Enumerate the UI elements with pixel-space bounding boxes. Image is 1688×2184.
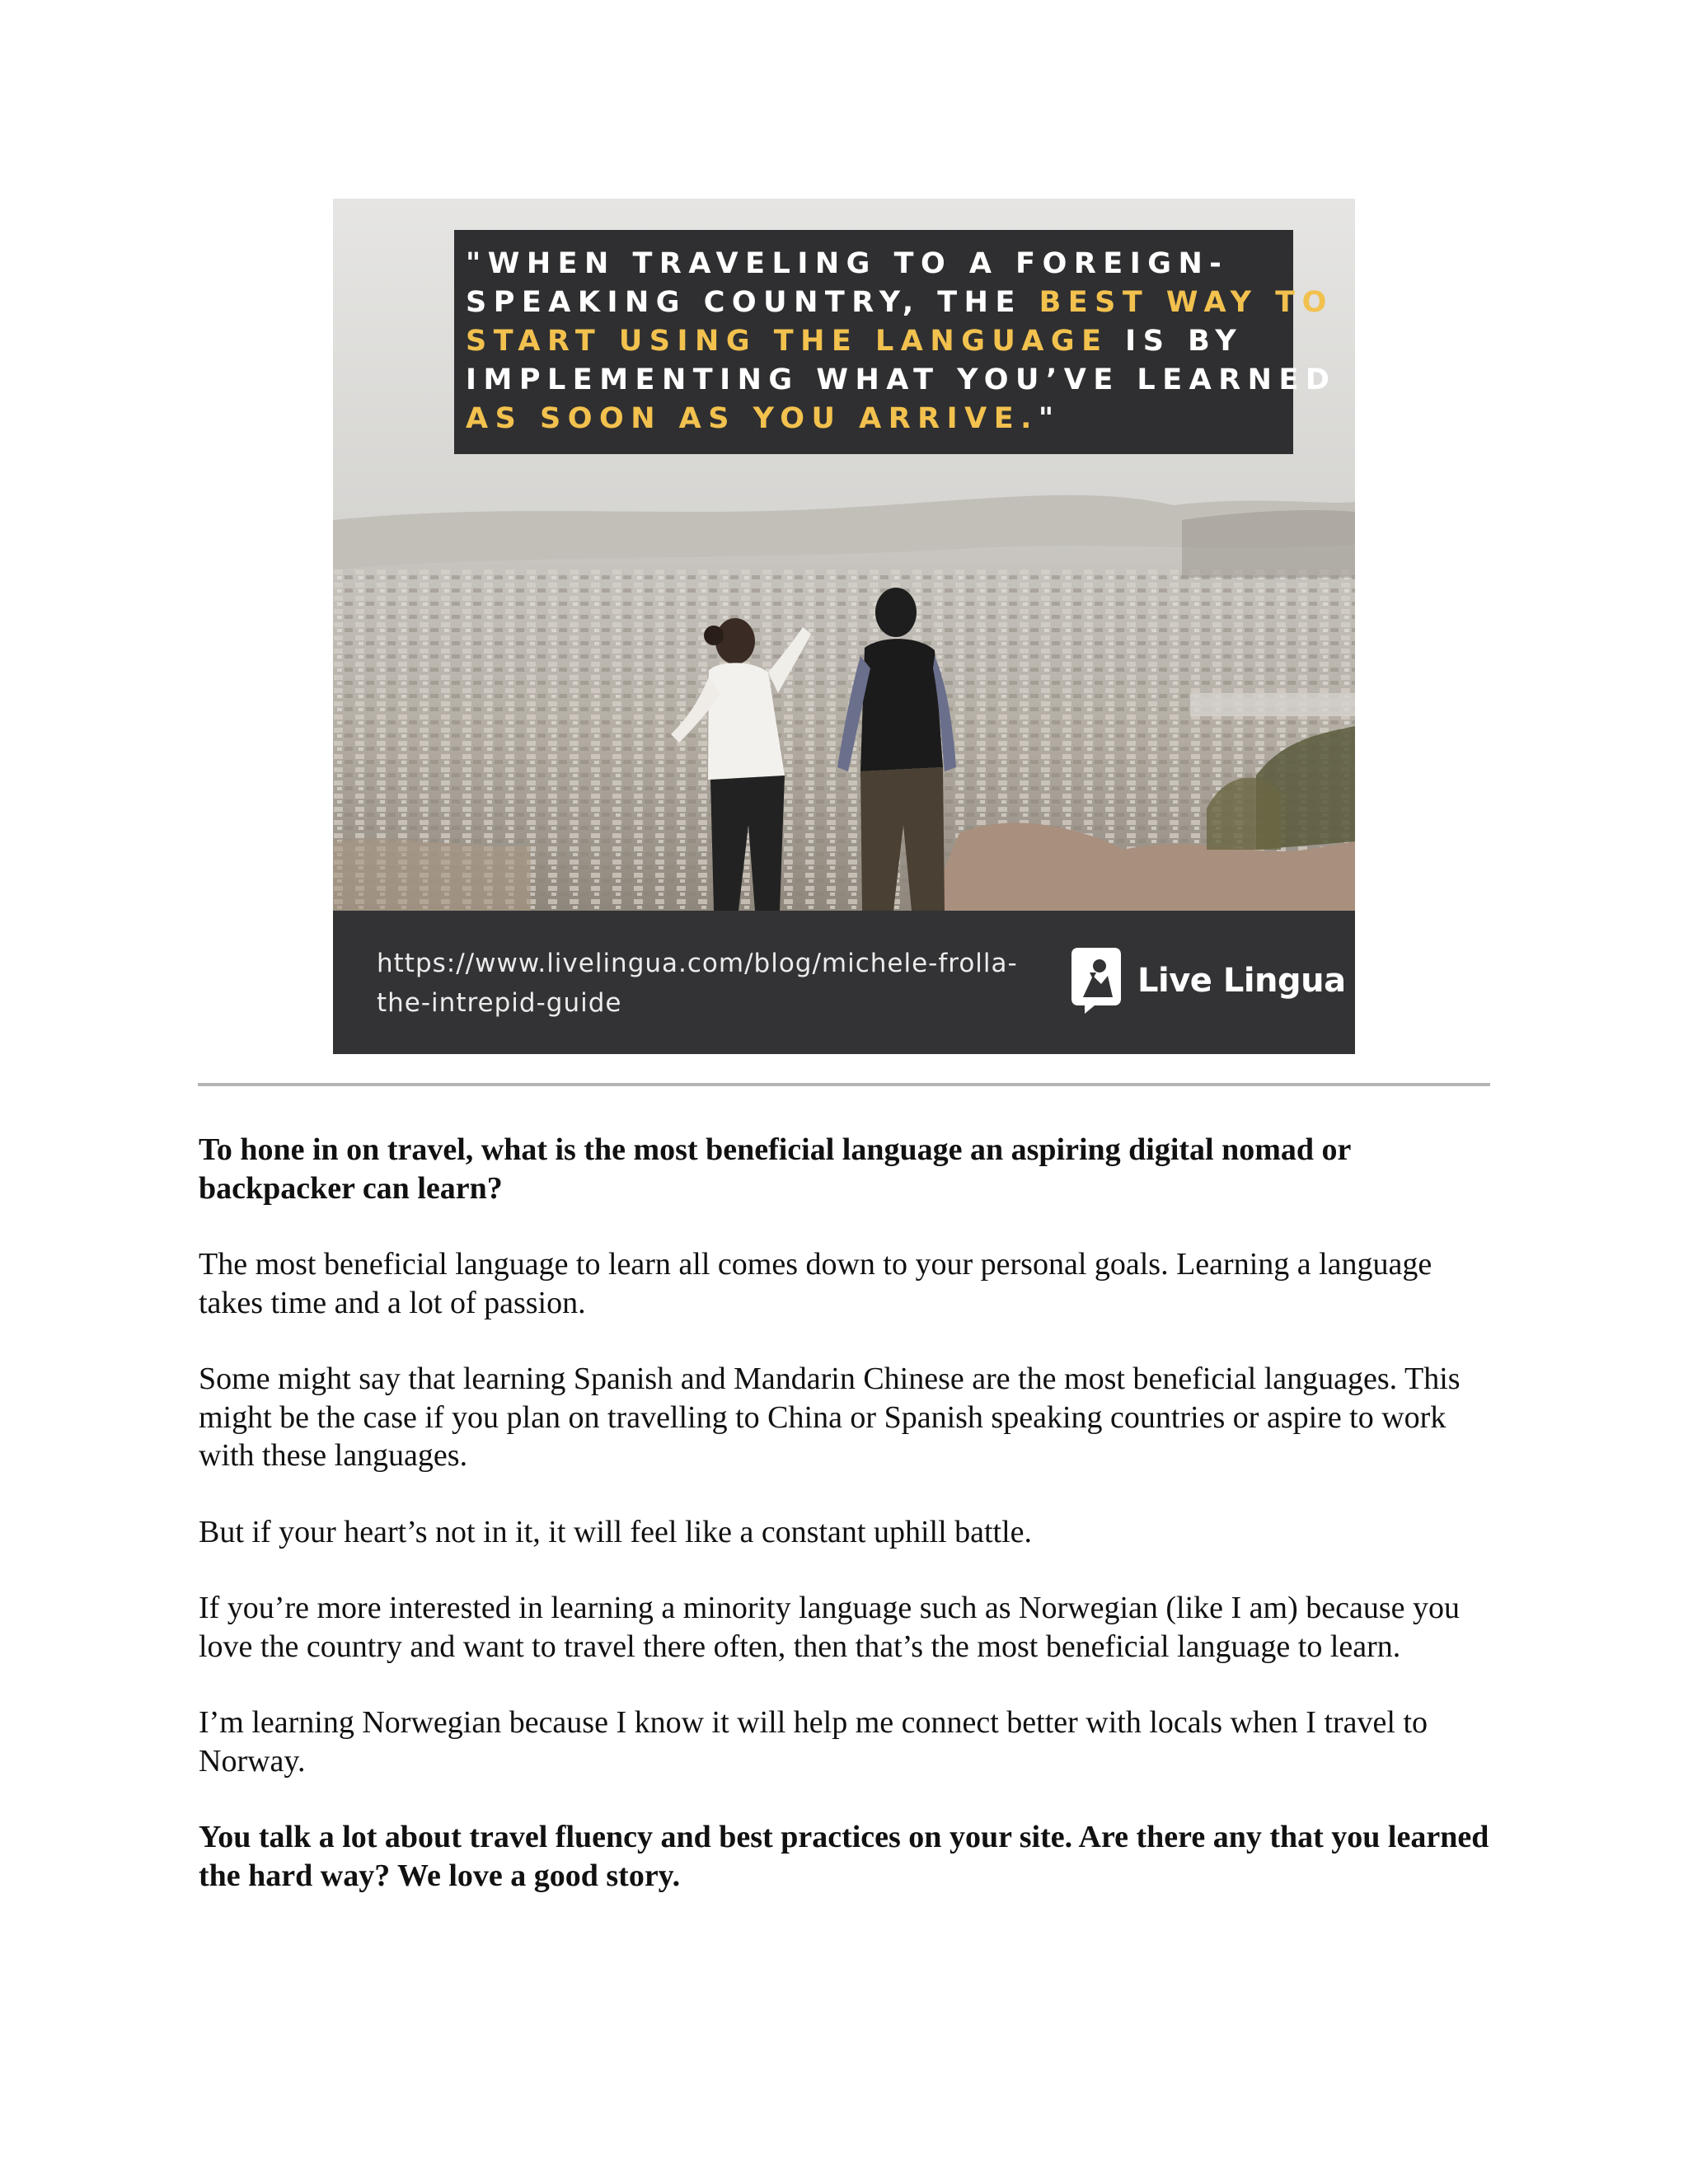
answer-paragraph: I’m learning Norwegian because I know it will help me connect better with locals when I travel to Norway. — [199, 1705, 1428, 1779]
quote-box — [454, 230, 1337, 454]
brand-name: Live Lingua — [1137, 962, 1346, 1000]
live-lingua-logo-icon — [1067, 948, 1126, 1014]
source-url — [377, 944, 1028, 1023]
answer-paragraph: Some might say that learning Spanish and Mandarin Chinese are the most beneficial languages. This might be the case if you plan on travelling to China or Spanish speaking countries or aspire to work with these languages. — [199, 1361, 1461, 1473]
quote-line: START USING THE LANGUAGE IS BY — [466, 325, 1244, 358]
answer-paragraph: The most beneficial language to learn all comes down to your personal goals. Learning a language takes time and a lot of passion. — [199, 1247, 1432, 1320]
source-url-line: the-intrepid-guide — [377, 988, 622, 1018]
source-url-line: https://www.livelingua.com/blog/michele-frolla- — [377, 949, 1018, 978]
answer-paragraph: If you’re more interested in learning a minority language such as Norwegian (like I am) because you love the country and want to travel there often, then that’s the most beneficial language to learn. — [199, 1591, 1461, 1664]
article-body — [199, 1131, 1493, 1933]
horizontal-divider — [198, 1083, 1490, 1086]
hero-image — [333, 199, 1355, 1054]
quote-line: IMPLEMENTING WHAT YOU’VE LEARNED — [466, 363, 1337, 396]
quote-line: AS SOON AS YOU ARRIVE." — [466, 402, 1061, 435]
quote-line: "WHEN TRAVELING TO A FOREIGN- — [466, 247, 1229, 280]
interview-question: To hone in on travel, what is the most beneficial language an aspiring digital nomad or backpacker can learn? — [199, 1132, 1351, 1206]
interview-question: You talk a lot about travel fluency and best practices on your site. Are there any that you learned the hard way? We love a good story. — [199, 1820, 1489, 1893]
image-footer-bar — [333, 911, 1355, 1054]
brand-logo — [1067, 948, 1346, 1014]
answer-paragraph: But if your heart’s not in it, it will feel like a constant uphill battle. — [199, 1514, 1033, 1549]
quote-line: SPEAKING COUNTRY, THE BEST WAY TO — [466, 286, 1334, 319]
